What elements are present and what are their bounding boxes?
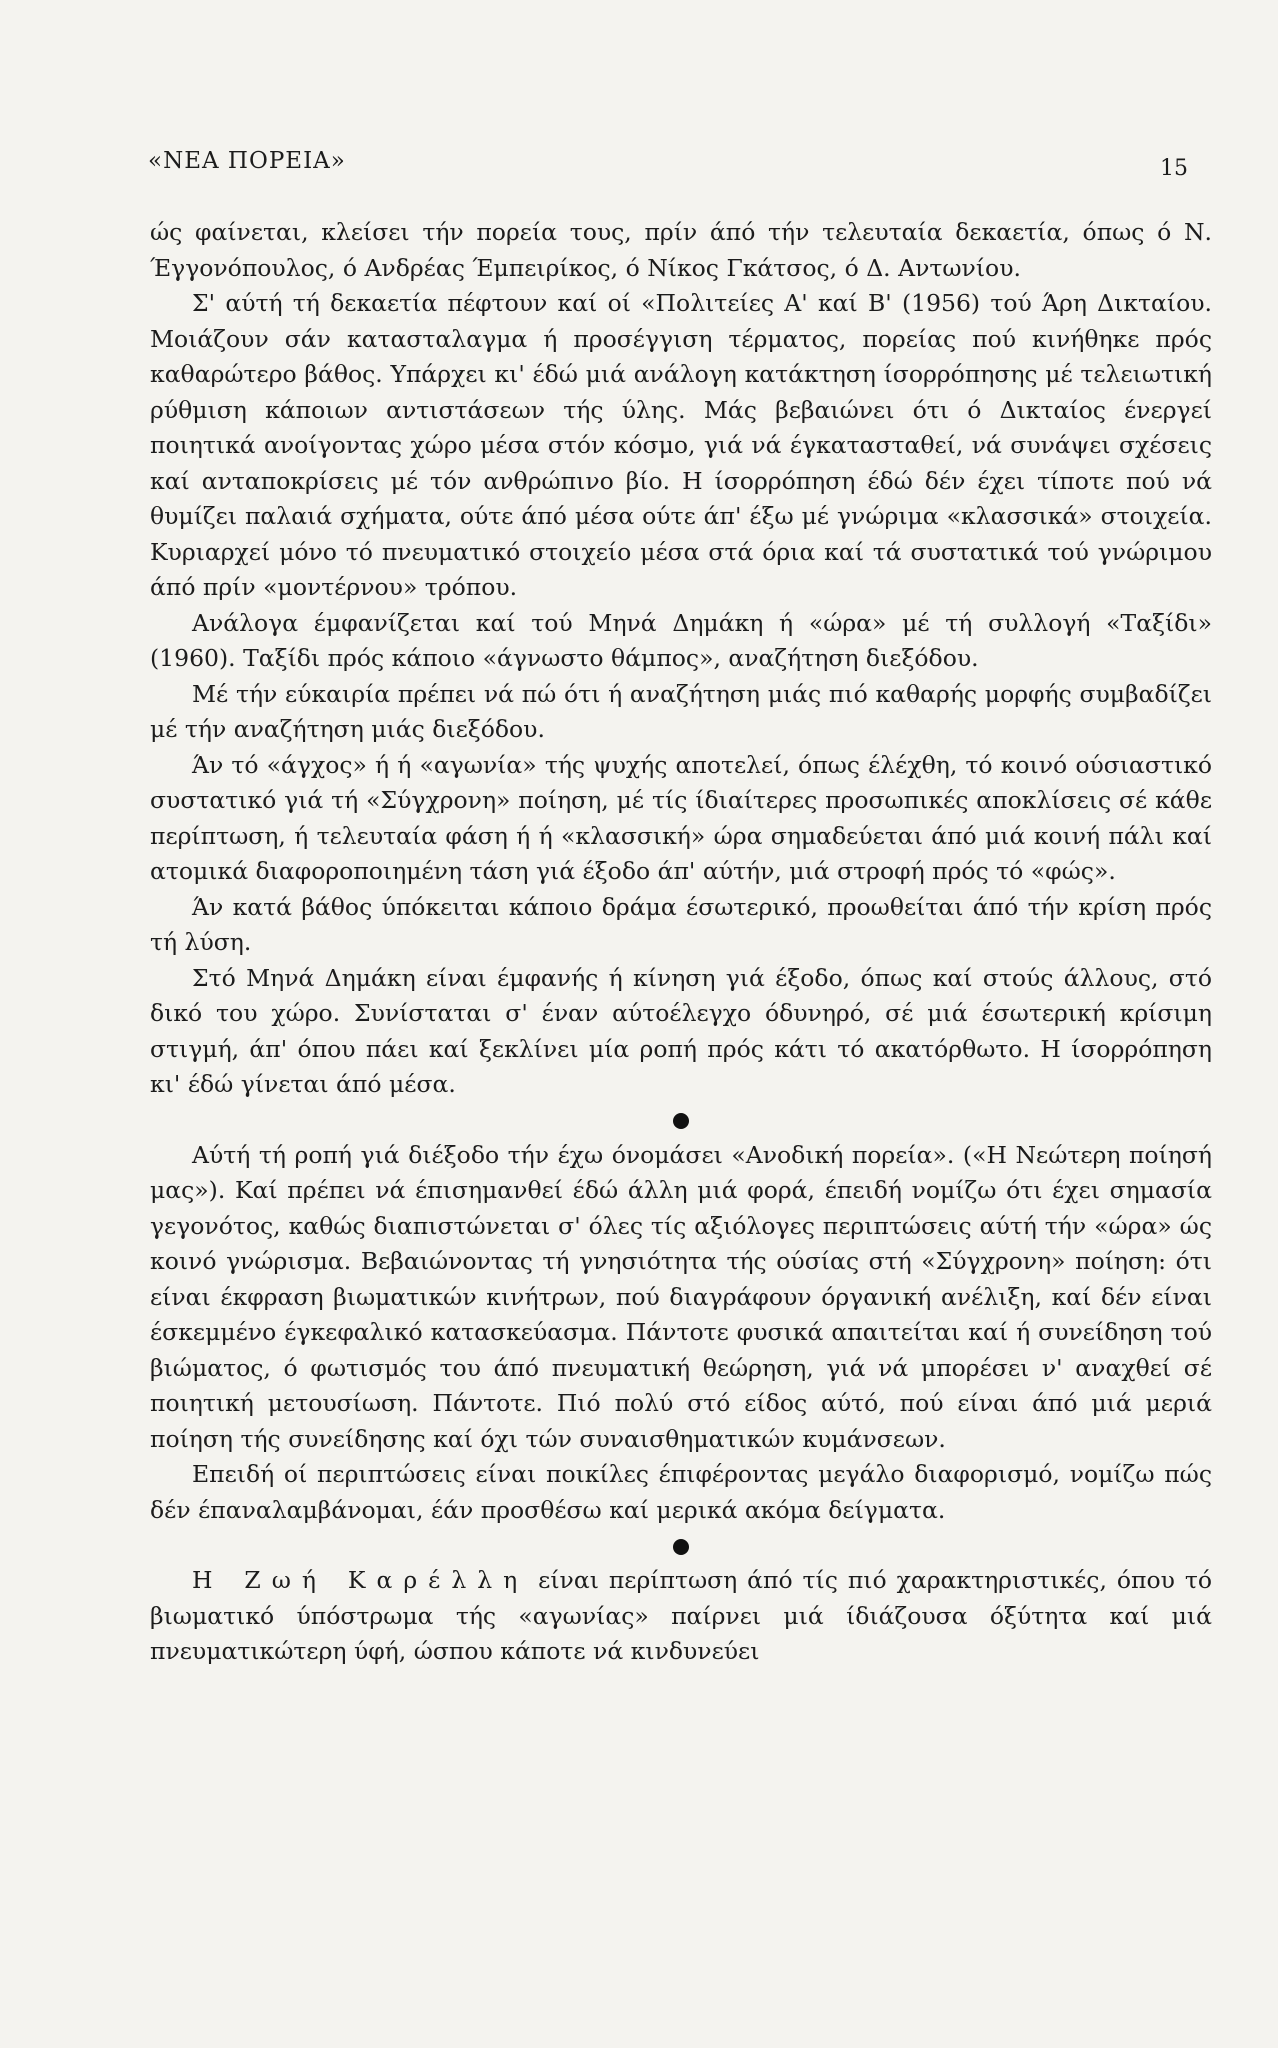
paragraph: Άν κατά βάθος ύπόκειται κάποιο δράμα έσωτερικό, προωθείται άπό τήν κρίση πρός τή λύση.: [150, 892, 1212, 956]
paragraph: Στό Μηνά Δημάκη είναι έμφανής ή κίνηση γιά έξοδο, όπως καί στούς άλλους, στό δικό του χώρο. Συνίσταται σ' έναν αύτοέλεγχο όδυνηρό, σέ μιά έσωτερική κρίσιμη στιγμή, άπ' όπου πάει καί ξεκλίνει μία ροπή πρός κάτι τό ακατόρθωτο. Η ίσορρόπηση κι' έδώ γίνεται άπό μέσα.: [150, 963, 1212, 1098]
paragraph: Μέ τήν εύκαιρία πρέπει νά πώ ότι ή αναζήτηση μιάς πιό καθαρής μορφής συμβαδίζει μέ τήν αναζήτηση μιάς διεξόδου.: [150, 679, 1212, 743]
running-head: «ΝΕΑ ΠΟΡΕΙΑ»: [148, 148, 346, 174]
page-number: 15: [1160, 156, 1188, 181]
paragraph: [150, 1563, 1212, 1670]
bullet-icon: [673, 1539, 689, 1555]
paragraph: Άν τό «άγχος» ή ή «αγωνία» τής ψυχής αποτελεί, όπως έλέχθη, τό κοινό ούσιαστικό συστατικό γιά τή «Σύγχρονη» ποίηση, μέ τίς ίδιαίτερες προσωπικές αποκλίσεις σέ κάθε περίπτωση, ή τελευταία φάση ή ή «κλασσική» ώρα σημαδεύεται άπό μιά κοινή πάλι καί ατομικά διαφοροποιημένη τάση γιά έξοδο άπ' αύτήν, μιά στροφή πρός τό «φώς».: [150, 750, 1212, 885]
paragraph: Αύτή τή ροπή γιά διέξοδο τήν έχω όνομάσει «Ανοδική πορεία». («Η Νεώτερη ποίησή μας»). Καί πρέπει νά έπισημανθεί έδώ άλλη μιά φορά, έπειδή νομίζω ότι έχει σημασία γεγονότος, καθώς διαπιστώνεται σ' όλες τίς αξιόλογες περιπτώσεις αύτή τήν «ώρα» ώς κοινό γνώρισμα. Βεβαιώνοντας τή γνησιότητα τής ούσίας στή «Σύγχρονη» ποίηση: ότι είναι έκφραση βιωματικών κινήτρων, πού διαγράφουν όργανική ανέλιξη, καί δέν είναι έσκεμμένο έγκεφαλικό κατασκεύασμα. Πάντοτε φυσικά απαιτείται καί ή συνείδηση τού βιώματος, ό φωτισμός του άπό πνευματική θεώρηση, γιά νά μπορέσει ν' αναχθεί σέ ποιητική μετουσίωση. Πάντοτε. Πιό πολύ στό είδος αύτό, πού είναι άπό μιά μεριά ποίηση τής συνείδησης καί όχι τών συναισθηματικών κυμάνσεων.: [150, 1140, 1212, 1453]
page-header: [148, 148, 1218, 188]
paragraph: Ανάλογα έμφανίζεται καί τού Μηνά Δημάκη ή «ώρα» μέ τή συλλογή «Ταξίδι» (1960). Ταξίδι πρός κάποιο «άγνωστο θάμπος», αναζήτηση διεξόδου.: [150, 608, 1212, 672]
paragraph: Επειδή οί περιπτώσεις είναι ποικίλες έπιφέροντας μεγάλο διαφορισμό, νομίζω πώς δέν έπαναλαμβάνομαι, έάν προσθέσω καί μερικά ακόμα δείγματα.: [150, 1460, 1212, 1524]
section-separator: [150, 1103, 1212, 1138]
paragraph-text: είναι περίπτωση άπό τίς πιό χαρακτηριστικές, όπου τό βιωματικό ύπόστρωμα τής «αγωνίας» παίρνει μιά ίδιάζουσα όξύτητα καί μιά πνευματικώτερη ύφή, ώσπου κάποτε νά κινδυνεύει: [150, 1566, 1212, 1665]
paragraph: Σ' αύτή τή δεκαετία πέφτουν καί οί «Πολιτείες Α' καί Β' (1956) τού Άρη Δικταίου. Μοιάζουν σάν κατασταλαγμα ή προσέγγιση τέρματος, πορείας πού κινήθηκε πρός καθαρώτερο βάθος. Υπάρχει κι' έδώ μιά ανάλογη κατάκτηση ίσορρόπησης μέ τελειωτική ρύθμιση κάποιων αντιστάσεων τής ύλης. Μάς βεβαιώνει ότι ό Δικταίος ένεργεί ποιητικά ανοίγοντας χώρο μέσα στόν κόσμο, γιά νά έγκατασταθεί, νά συνάψει σχέσεις καί ανταποκρίσεις μέ τόν ανθρώπινο βίο. Η ίσορρόπηση έδώ δέν έχει τίποτε πού νά θυμίζει παλαιά σχήματα, ούτε άπό μέσα ούτε άπ' έξω μέ γνώριμα «κλασσικά» στοιχεία. Κυριαρχεί μόνο τό πνευματικό στοιχείο μέσα στά όρια καί τά συστατικά τού γνώριμου άπό πρίν «μοντέρνου» τρόπου.: [150, 289, 1212, 601]
spaced-author-name: Η Ζωή Καρέλλη: [192, 1566, 529, 1594]
section-separator: [150, 1528, 1212, 1563]
bullet-icon: [673, 1113, 689, 1129]
body-text: [150, 215, 1212, 1670]
paragraph: ώς φαίνεται, κλείσει τήν πορεία τους, πρίν άπό τήν τελευταία δεκαετία, όπως ό Ν. Έγγονόπουλος, ό Ανδρέας Έμπειρίκος, ό Νίκος Γκάτσος, ό Δ. Αντωνίου.: [150, 218, 1212, 282]
